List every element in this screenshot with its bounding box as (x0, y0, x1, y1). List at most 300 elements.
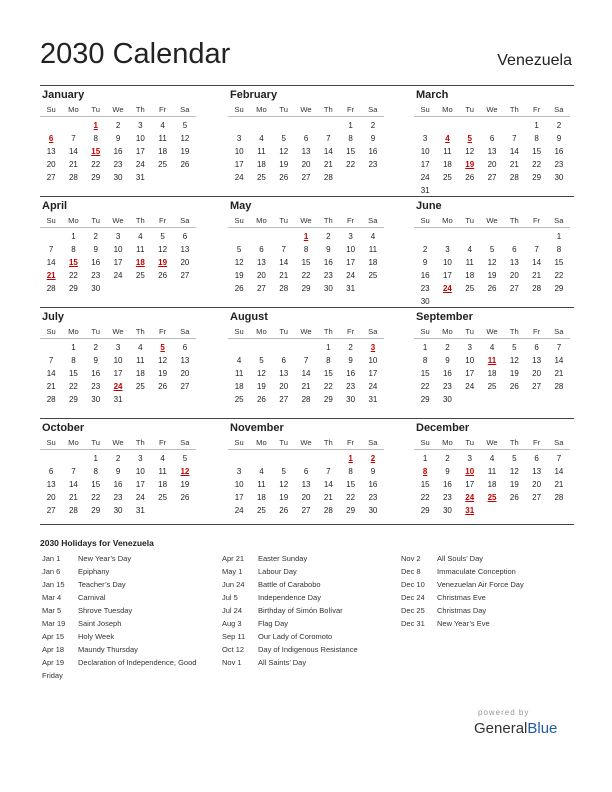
empty-cell (250, 230, 272, 243)
day-cell: 8 (71, 356, 76, 365)
day-cell: 11 (234, 369, 244, 378)
day-cell: 13 (180, 356, 190, 365)
day-cell: 16 (113, 480, 123, 489)
day-cell: 17 (346, 258, 356, 267)
day-cell: 29 (420, 506, 430, 515)
day-cell: 20 (301, 493, 311, 502)
day-grid (414, 341, 570, 406)
day-cell: 5 (281, 134, 286, 143)
day-cell: 25 (135, 382, 145, 391)
day-cell: 21 (323, 493, 333, 502)
day-cell: 1 (71, 232, 76, 241)
day-cell: 5 (489, 245, 495, 254)
day-cell: 23 (91, 271, 101, 280)
weekday-label: Fr (346, 104, 355, 114)
holiday-name: Teacher’s Day (78, 580, 126, 589)
holiday-row (222, 578, 358, 591)
day-cell: 30 (91, 284, 101, 293)
day-cell: 18 (256, 493, 266, 502)
holiday-date: Jun 24 (222, 580, 245, 589)
holiday-date: Aug 3 (222, 619, 242, 628)
day-cell: 9 (445, 467, 450, 476)
day-cell: 1 (422, 454, 428, 463)
holiday-date: Apr 15 (42, 632, 65, 641)
month-name: June (416, 200, 442, 212)
day-cell: 7 (71, 467, 76, 476)
day-cell: 1 (93, 454, 98, 463)
day-cell: 29 (68, 395, 78, 404)
holiday-day: 19 (465, 160, 475, 169)
day-cell: 9 (326, 245, 331, 254)
day-cell: 14 (46, 258, 56, 267)
weekday-label: Fr (532, 326, 541, 336)
day-cell: 26 (509, 493, 519, 502)
day-cell: 21 (68, 493, 78, 502)
day-cell: 27 (509, 284, 519, 293)
day-cell: 18 (158, 480, 168, 489)
holiday-name: Venezuelan Air Force Day (437, 580, 524, 589)
day-cell: 5 (512, 343, 517, 352)
day-cell: 28 (532, 284, 542, 293)
day-cell: 10 (346, 245, 356, 254)
day-cell: 22 (346, 493, 356, 502)
empty-cell (317, 119, 339, 132)
day-cell: 23 (442, 382, 452, 391)
holiday-name: Birthday of Simón Bolívar (258, 606, 343, 615)
weekday-label: Sa (368, 326, 378, 336)
day-cell: 16 (442, 369, 452, 378)
day-cell: 26 (487, 284, 497, 293)
holiday-name: New Year’s Eve (437, 619, 490, 628)
day-cell: 19 (487, 271, 497, 280)
day-cell: 21 (301, 382, 311, 391)
day-cell: 12 (509, 356, 519, 365)
month-october (40, 419, 196, 517)
empty-cell (62, 119, 84, 132)
holiday-date: Apr 19 (42, 658, 65, 667)
weekday-header (414, 435, 570, 450)
day-cell: 13 (180, 245, 190, 254)
day-cell: 26 (234, 284, 244, 293)
day-cell: 4 (259, 467, 264, 476)
empty-cell (273, 230, 295, 243)
day-cell: 25 (256, 173, 266, 182)
day-cell: 30 (442, 506, 452, 515)
day-cell: 10 (113, 245, 123, 254)
holiday-row (222, 656, 358, 669)
weekday-label: Tu (465, 215, 474, 225)
weekday-label: Fr (158, 215, 167, 225)
empty-cell (481, 230, 503, 243)
day-cell: 17 (368, 369, 378, 378)
day-cell: 18 (368, 258, 378, 267)
weekday-label: Tu (279, 104, 288, 114)
weekday-label: Mo (442, 326, 453, 336)
day-cell: 21 (46, 382, 56, 391)
empty-cell (436, 230, 458, 243)
day-cell: 30 (113, 506, 123, 515)
day-cell: 31 (135, 506, 145, 515)
weekday-label: Th (509, 326, 519, 336)
weekday-label: Th (323, 326, 333, 336)
day-cell: 23 (113, 493, 123, 502)
day-cell: 30 (442, 395, 452, 404)
day-cell: 7 (71, 134, 76, 143)
holiday-row (401, 552, 524, 565)
day-cell: 2 (93, 343, 98, 352)
day-cell: 13 (487, 147, 497, 156)
holiday-row (42, 591, 196, 604)
weekday-label: We (486, 104, 498, 114)
day-cell: 6 (534, 454, 539, 463)
month-name: December (416, 422, 470, 434)
holiday-name: Labour Day (258, 567, 297, 576)
day-cell: 7 (556, 454, 562, 463)
empty-cell (273, 341, 295, 354)
weekday-label: Mo (256, 215, 267, 225)
weekday-label: Sa (180, 104, 190, 114)
holiday-row (42, 552, 196, 565)
holiday-row (42, 630, 196, 643)
weekday-label: Sa (180, 326, 190, 336)
day-cell: 11 (368, 245, 378, 254)
day-cell: 2 (115, 454, 121, 463)
holiday-day: 1 (93, 121, 98, 130)
day-cell: 19 (180, 147, 190, 156)
day-cell: 24 (135, 493, 145, 502)
weekday-label: Mo (256, 326, 267, 336)
empty-cell (228, 119, 250, 132)
empty-cell (250, 341, 272, 354)
day-cell: 27 (180, 271, 190, 280)
empty-cell (414, 119, 436, 132)
empty-cell (250, 119, 272, 132)
day-cell: 18 (256, 160, 266, 169)
day-cell: 9 (556, 134, 562, 143)
day-cell: 14 (554, 356, 564, 365)
day-cell: 14 (554, 467, 564, 476)
day-cell: 22 (323, 382, 333, 391)
day-cell: 27 (46, 173, 56, 182)
day-cell: 20 (487, 160, 497, 169)
day-cell: 8 (71, 245, 76, 254)
month-name: February (230, 89, 278, 101)
day-cell: 4 (138, 343, 143, 352)
day-cell: 17 (420, 160, 430, 169)
day-cell: 12 (509, 467, 519, 476)
day-cell: 22 (301, 271, 311, 280)
holiday-row (42, 669, 196, 682)
holiday-date: Mar 19 (42, 619, 66, 628)
holiday-name: All Souls’ Day (437, 554, 483, 563)
day-cell: 24 (135, 160, 145, 169)
day-cell: 5 (182, 121, 188, 130)
day-cell: 23 (368, 493, 378, 502)
day-cell: 4 (489, 343, 495, 352)
holiday-name: Carnival (78, 593, 106, 602)
day-cell: 20 (180, 369, 190, 378)
day-grid (414, 452, 570, 517)
holiday-day: 18 (135, 258, 145, 267)
day-cell: 6 (534, 343, 539, 352)
day-cell: 27 (487, 173, 497, 182)
day-cell: 28 (509, 173, 519, 182)
weekday-header (228, 435, 384, 450)
day-cell: 17 (135, 480, 145, 489)
holiday-date: Jul 5 (222, 593, 238, 602)
day-cell: 5 (512, 454, 517, 463)
day-cell: 31 (113, 395, 123, 404)
day-cell: 10 (368, 356, 378, 365)
weekday-label: We (486, 437, 498, 447)
holiday-name: New Year’s Day (78, 554, 132, 563)
day-cell: 12 (465, 147, 475, 156)
holiday-column (42, 552, 196, 682)
day-cell: 14 (323, 147, 333, 156)
day-cell: 21 (554, 480, 564, 489)
day-cell: 16 (368, 480, 378, 489)
brand-blue: Blue (527, 720, 558, 737)
day-cell: 31 (135, 173, 145, 182)
weekday-label: Su (420, 326, 430, 336)
day-cell: 2 (445, 343, 450, 352)
empty-cell (414, 230, 436, 243)
weekday-label: Fr (532, 215, 541, 225)
day-cell: 8 (303, 245, 309, 254)
day-cell: 17 (234, 493, 244, 502)
holiday-day: 3 (370, 343, 376, 352)
empty-cell (481, 119, 503, 132)
weekday-label: Th (509, 215, 519, 225)
day-cell: 6 (489, 134, 495, 143)
day-cell: 21 (554, 369, 564, 378)
day-cell: 23 (113, 160, 123, 169)
day-cell: 15 (301, 258, 311, 267)
day-cell: 29 (532, 173, 542, 182)
month-march (414, 86, 570, 197)
holiday-day: 6 (48, 134, 54, 143)
holiday-name: Battle of Carabobo (258, 580, 321, 589)
holiday-name: Epiphany (78, 567, 110, 576)
month-august (228, 308, 384, 406)
day-cell: 9 (370, 134, 376, 143)
holiday-name: Shrove Tuesday (78, 606, 133, 615)
day-cell: 6 (281, 356, 286, 365)
holiday-name: Easter Sunday (258, 554, 308, 563)
day-cell: 31 (368, 395, 378, 404)
weekday-label: Mo (442, 104, 453, 114)
weekday-label: Fr (532, 437, 541, 447)
day-cell: 27 (180, 382, 190, 391)
day-cell: 14 (279, 258, 289, 267)
weekday-header (414, 213, 570, 228)
day-cell: 20 (46, 493, 56, 502)
day-cell: 6 (303, 134, 309, 143)
day-cell: 3 (445, 245, 450, 254)
day-cell: 31 (420, 186, 430, 195)
empty-cell (40, 452, 62, 465)
day-cell: 21 (68, 160, 78, 169)
weekday-label: Th (135, 326, 145, 336)
day-cell: 25 (135, 271, 145, 280)
weekday-label: Tu (465, 104, 474, 114)
weekday-label: Fr (346, 437, 355, 447)
holiday-name: Holy Week (78, 632, 115, 641)
day-cell: 6 (182, 232, 188, 241)
day-cell: 5 (259, 356, 264, 365)
day-cell: 9 (115, 134, 121, 143)
day-cell: 13 (509, 258, 519, 267)
holiday-name: Maundy Thursday (78, 645, 138, 654)
day-cell: 15 (420, 369, 430, 378)
holiday-row (222, 565, 358, 578)
holiday-date: Jan 6 (42, 567, 61, 576)
day-cell: 13 (46, 147, 56, 156)
weekday-label: Tu (91, 215, 100, 225)
day-grid (414, 119, 570, 197)
holiday-name: Immaculate Conception (437, 567, 516, 576)
day-cell: 14 (301, 369, 311, 378)
day-cell: 8 (93, 467, 98, 476)
holiday-date: Dec 8 (401, 567, 421, 576)
day-cell: 24 (234, 173, 244, 182)
day-cell: 21 (279, 271, 289, 280)
day-cell: 4 (370, 232, 376, 241)
day-cell: 20 (46, 160, 56, 169)
day-cell: 29 (554, 284, 564, 293)
weekday-header (40, 102, 196, 117)
holiday-row (42, 617, 196, 630)
day-cell: 11 (443, 147, 452, 156)
holiday-row (222, 643, 358, 656)
day-cell: 9 (93, 356, 98, 365)
month-row (40, 85, 574, 196)
holiday-date: Apr 21 (222, 554, 245, 563)
weekday-label: Sa (554, 437, 564, 447)
weekday-label: We (112, 326, 124, 336)
holiday-day: 8 (422, 467, 428, 476)
weekday-label: Su (420, 215, 430, 225)
day-cell: 10 (465, 356, 475, 365)
day-cell: 20 (180, 258, 190, 267)
weekday-label: We (112, 215, 124, 225)
day-cell: 25 (256, 506, 266, 515)
holiday-date: Dec 25 (401, 606, 425, 615)
day-grid (40, 341, 196, 406)
day-cell: 29 (91, 173, 101, 182)
day-cell: 19 (279, 160, 289, 169)
day-cell: 8 (348, 467, 353, 476)
day-cell: 28 (301, 395, 311, 404)
day-cell: 16 (368, 147, 378, 156)
holiday-day: 25 (487, 493, 497, 502)
holiday-date: May 1 (222, 567, 243, 576)
day-cell: 17 (442, 271, 452, 280)
day-cell: 11 (136, 356, 145, 365)
day-cell: 7 (303, 356, 309, 365)
day-cell: 26 (180, 493, 190, 502)
holiday-date: Dec 10 (401, 580, 425, 589)
country-label: Venezuela (497, 52, 572, 69)
weekday-label: Sa (554, 104, 564, 114)
day-cell: 22 (532, 160, 542, 169)
day-cell: 14 (68, 147, 78, 156)
weekday-label: Fr (158, 437, 167, 447)
holiday-date: Jul 24 (222, 606, 243, 615)
holiday-day: 4 (445, 134, 450, 143)
weekday-label: Su (46, 326, 56, 336)
empty-cell (459, 230, 481, 243)
day-cell: 22 (68, 382, 78, 391)
day-grid (40, 452, 196, 517)
weekday-label: Fr (158, 326, 167, 336)
day-cell: 23 (368, 160, 378, 169)
day-cell: 29 (68, 284, 78, 293)
day-cell: 6 (48, 467, 54, 476)
day-cell: 16 (91, 369, 101, 378)
day-cell: 19 (158, 369, 168, 378)
day-cell: 28 (46, 284, 56, 293)
day-cell: 3 (467, 454, 472, 463)
day-cell: 16 (323, 258, 333, 267)
holiday-name: Saint Joseph (78, 619, 122, 628)
month-june (414, 197, 570, 308)
day-cell: 30 (420, 297, 430, 306)
day-cell: 26 (180, 160, 190, 169)
day-cell: 29 (420, 395, 430, 404)
day-cell: 27 (46, 506, 56, 515)
day-cell: 24 (368, 382, 378, 391)
day-cell: 2 (115, 121, 121, 130)
month-april (40, 197, 196, 295)
weekday-label: We (112, 104, 124, 114)
day-cell: 18 (158, 147, 168, 156)
day-cell: 2 (326, 232, 331, 241)
holiday-row (401, 591, 524, 604)
day-cell: 28 (68, 506, 78, 515)
holiday-row (222, 552, 358, 565)
day-cell: 30 (368, 506, 378, 515)
month-january (40, 86, 196, 184)
holiday-day: 11 (487, 356, 497, 365)
weekday-label: Th (509, 437, 519, 447)
day-cell: 9 (445, 356, 450, 365)
month-july (40, 308, 196, 406)
day-cell: 7 (326, 134, 331, 143)
day-cell: 19 (256, 382, 266, 391)
holiday-row (401, 617, 524, 630)
day-cell: 28 (554, 382, 564, 391)
day-cell: 27 (279, 395, 289, 404)
day-cell: 1 (534, 121, 539, 130)
day-cell: 3 (348, 232, 353, 241)
day-cell: 1 (556, 232, 562, 241)
day-cell: 1 (326, 343, 331, 352)
day-cell: 10 (135, 134, 145, 143)
day-cell: 3 (236, 467, 242, 476)
day-cell: 15 (346, 147, 356, 156)
day-cell: 14 (68, 480, 78, 489)
empty-cell (40, 341, 62, 354)
day-cell: 1 (71, 343, 76, 352)
day-cell: 28 (554, 493, 564, 502)
holiday-row (401, 578, 524, 591)
day-cell: 18 (135, 369, 145, 378)
month-name: August (230, 311, 268, 323)
empty-cell (250, 452, 272, 465)
weekday-label: Fr (158, 104, 167, 114)
weekday-label: Tu (91, 104, 100, 114)
